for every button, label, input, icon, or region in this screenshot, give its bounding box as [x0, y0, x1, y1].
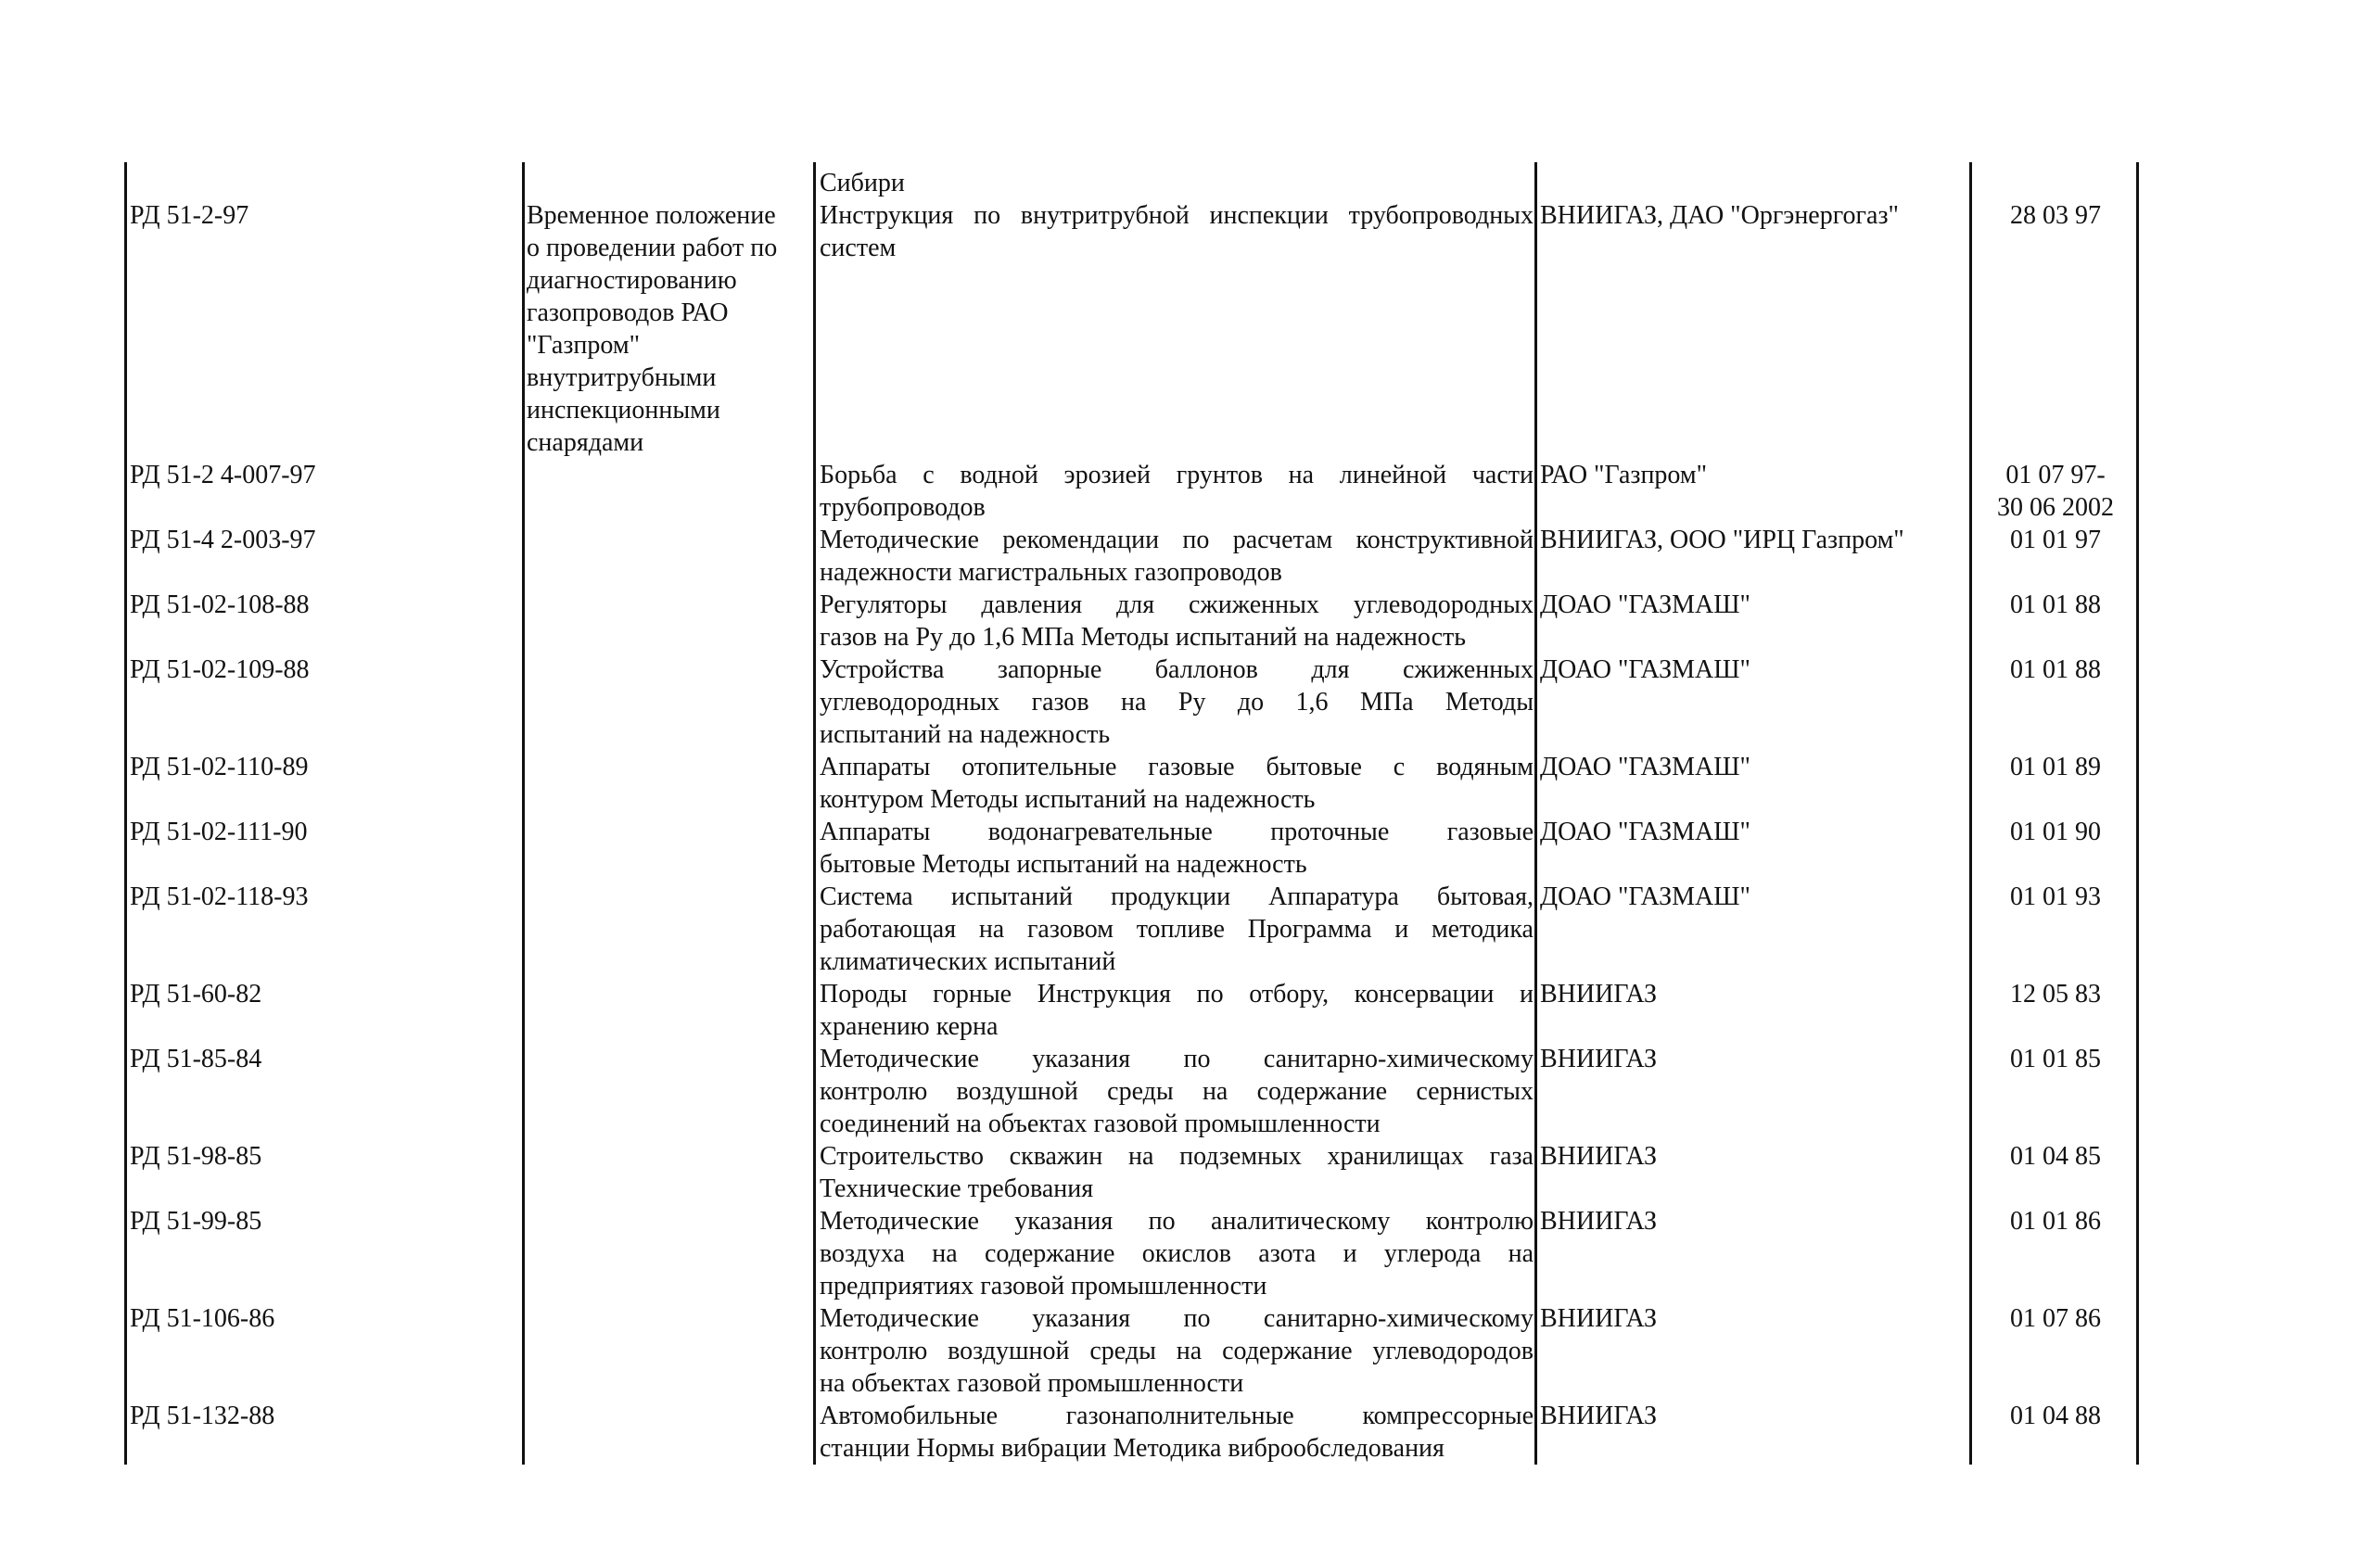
document-title-line: Автомобильные газонаполнительные компрессорные [820, 1402, 1534, 1430]
effective-date-line: 01 01 93 [2010, 882, 2101, 911]
effective-date [1977, 589, 2134, 621]
document-title [820, 978, 1534, 1043]
effective-date-line: 01 07 86 [2010, 1304, 2101, 1333]
effective-date [1977, 1140, 2134, 1173]
related-regulation-line: инспекционными [527, 396, 720, 425]
effective-date [1977, 1205, 2134, 1237]
column-divider [522, 162, 525, 1465]
document-title [820, 1302, 1534, 1400]
related-regulation [527, 199, 805, 459]
document-title-line: соединений на объектах газовой промышленности [820, 1110, 1381, 1138]
document-title [820, 524, 1534, 589]
document-title-line: Аппараты водонагревательные проточные газовые [820, 818, 1534, 846]
document-title-line: предприятиях газовой промышленности [820, 1272, 1267, 1301]
document-title [820, 816, 1534, 881]
document-title-line: Регуляторы давления для сжиженных углеводородных [820, 590, 1534, 619]
related-regulation-line: Временное положение [527, 201, 776, 230]
document-title [820, 1205, 1534, 1302]
document-code: РД 51-02-108-88 [130, 590, 310, 619]
document-title [820, 1140, 1534, 1205]
effective-date-line: 01 07 97- [2005, 461, 2106, 489]
document-title [820, 1400, 1534, 1465]
column-divider [124, 162, 127, 1465]
document-code: РД 51-02-110-89 [130, 753, 309, 781]
effective-date-line: 01 04 85 [2010, 1142, 2101, 1171]
effective-date-line: 01 01 88 [2010, 590, 2101, 619]
document-code: РД 51-02-111-90 [130, 818, 308, 846]
organization: ВНИИГАЗ [1540, 1402, 1658, 1430]
document-title-line: станции Нормы вибрации Методика виброобследования [820, 1434, 1445, 1463]
organization: ДОАО "ГАЗМАШ" [1540, 655, 1750, 684]
organization: ДОАО "ГАЗМАШ" [1540, 590, 1750, 619]
column-divider [1969, 162, 1972, 1465]
effective-date [1977, 816, 2134, 848]
effective-date-line: 01 01 88 [2010, 655, 2101, 684]
document-title-line: климатических испытаний [820, 947, 1116, 976]
document-title-line: Система испытаний продукции Аппаратура бытовая, [820, 882, 1534, 911]
organization: ВНИИГАЗ [1540, 980, 1658, 1009]
document-title-line: Методические указания по аналитическому контролю [820, 1207, 1534, 1236]
document-title [820, 199, 1534, 264]
effective-date-line: 01 01 90 [2010, 818, 2101, 846]
continued-text: Сибири [820, 169, 905, 197]
effective-date-line: 01 01 89 [2010, 753, 2101, 781]
document-title-line: Строительство скважин на подземных хранилищах газа [820, 1142, 1534, 1171]
column-divider [1534, 162, 1537, 1465]
document-title [820, 589, 1534, 653]
document-title [820, 1043, 1534, 1140]
document-title-line: Методические рекомендации по расчетам конструктивной [820, 526, 1534, 554]
document-title-line: надежности магистральных газопроводов [820, 558, 1282, 587]
effective-date [1977, 978, 2134, 1010]
effective-date [1977, 1400, 2134, 1432]
related-regulation-line: снарядами [527, 428, 644, 457]
organization: РАО "Газпром" [1540, 461, 1708, 489]
related-regulation-line: внутритрубными [527, 363, 717, 392]
effective-date [1977, 1302, 2134, 1335]
effective-date [1977, 524, 2134, 556]
document-code: РД 51-60-82 [130, 980, 262, 1009]
document-code: РД 51-2-97 [130, 201, 249, 230]
organization: ДОАО "ГАЗМАШ" [1540, 882, 1750, 911]
document-code: РД 51-106-86 [130, 1304, 275, 1333]
document-title [820, 653, 1534, 751]
document-title-line: Технические требования [820, 1174, 1094, 1203]
document-code: РД 51-99-85 [130, 1207, 262, 1236]
effective-date [1977, 1043, 2134, 1075]
column-divider [813, 162, 816, 1465]
document-code: РД 51-02-109-88 [130, 655, 310, 684]
effective-date-line: 30 06 2002 [1997, 493, 2114, 522]
related-regulation-line: газопроводов РАО [527, 298, 729, 327]
document-title-line: бытовые Методы испытаний на надежность [820, 850, 1307, 879]
effective-date [1977, 881, 2134, 913]
organization: ВНИИГАЗ [1540, 1045, 1658, 1073]
effective-date-line: 01 04 88 [2010, 1402, 2101, 1430]
document-title-line: хранению керна [820, 1012, 999, 1041]
document-title [820, 459, 1534, 524]
document-title-line: Устройства запорные баллонов для сжиженных [820, 655, 1534, 684]
document-code: РД 51-98-85 [130, 1142, 262, 1171]
document-code: РД 51-85-84 [130, 1045, 262, 1073]
organization: ВНИИГАЗ [1540, 1304, 1658, 1333]
document-code: РД 51-4 2-003-97 [130, 526, 316, 554]
effective-date [1977, 653, 2134, 686]
document-title-line: Борьба с водной эрозией грунтов на линейной части [820, 461, 1534, 489]
document-title-line: Инструкция по внутритрубной инспекции трубопроводных [820, 201, 1534, 230]
document-title-line: воздуха на содержание окислов азота и углерода на [820, 1239, 1534, 1268]
document-title-line: Породы горные Инструкция по отбору, консервации и [820, 980, 1534, 1009]
document-title-line: контролю воздушной среды на содержание сернистых [820, 1077, 1534, 1106]
effective-date [1977, 199, 2134, 232]
effective-date-line: 01 01 85 [2010, 1045, 2101, 1073]
document-code: РД 51-02-118-93 [130, 882, 309, 911]
document-title [820, 751, 1534, 816]
effective-date-line: 01 01 97 [2010, 526, 2101, 554]
document-title [820, 881, 1534, 978]
document-title-line: Методические указания по санитарно-химическому [820, 1304, 1534, 1333]
related-regulation-line: диагностированию [527, 266, 737, 295]
document-title-line: на объектах газовой промышленности [820, 1369, 1244, 1398]
document-title-line: Аппараты отопительные газовые бытовые с водяным [820, 753, 1534, 781]
document-title-line: газов на Ру до 1,6 МПа Методы испытаний на надежность [820, 623, 1467, 652]
document-code: РД 51-2 4-007-97 [130, 461, 316, 489]
column-divider [2136, 162, 2139, 1465]
document-title-line: углеводородных газов на Ру до 1,6 МПа Методы [820, 688, 1534, 717]
document-title-line: трубопроводов [820, 493, 986, 522]
document-title-line: работающая на газовом топливе Программа и методика [820, 915, 1534, 944]
organization: ВНИИГАЗ [1540, 1142, 1658, 1171]
effective-date-line: 01 01 86 [2010, 1207, 2101, 1236]
document-title-line: испытаний на надежность [820, 720, 1111, 749]
related-regulation-line: о проведении работ по [527, 234, 778, 262]
document-code: РД 51-132-88 [130, 1402, 275, 1430]
related-regulation-line: "Газпром" [527, 331, 641, 360]
organization: ДОАО "ГАЗМАШ" [1540, 753, 1750, 781]
document-title-line: контуром Методы испытаний на надежность [820, 785, 1316, 814]
organization: ВНИИГАЗ [1540, 1207, 1658, 1236]
document-title-line: контролю воздушной среды на содержание углеводородов [820, 1337, 1534, 1365]
effective-date-line: 28 03 97 [2010, 201, 2101, 230]
effective-date [1977, 751, 2134, 783]
document-title-line: Методические указания по санитарно-химическому [820, 1045, 1534, 1073]
organization: ДОАО "ГАЗМАШ" [1540, 818, 1750, 846]
document-title-line: систем [820, 234, 897, 262]
organization: ВНИИГАЗ, ДАО "Оргэнергогаз" [1540, 201, 1899, 230]
effective-date-line: 12 05 83 [2010, 980, 2101, 1009]
effective-date [1977, 459, 2134, 524]
organization: ВНИИГАЗ, ООО "ИРЦ Газпром" [1540, 526, 1904, 554]
